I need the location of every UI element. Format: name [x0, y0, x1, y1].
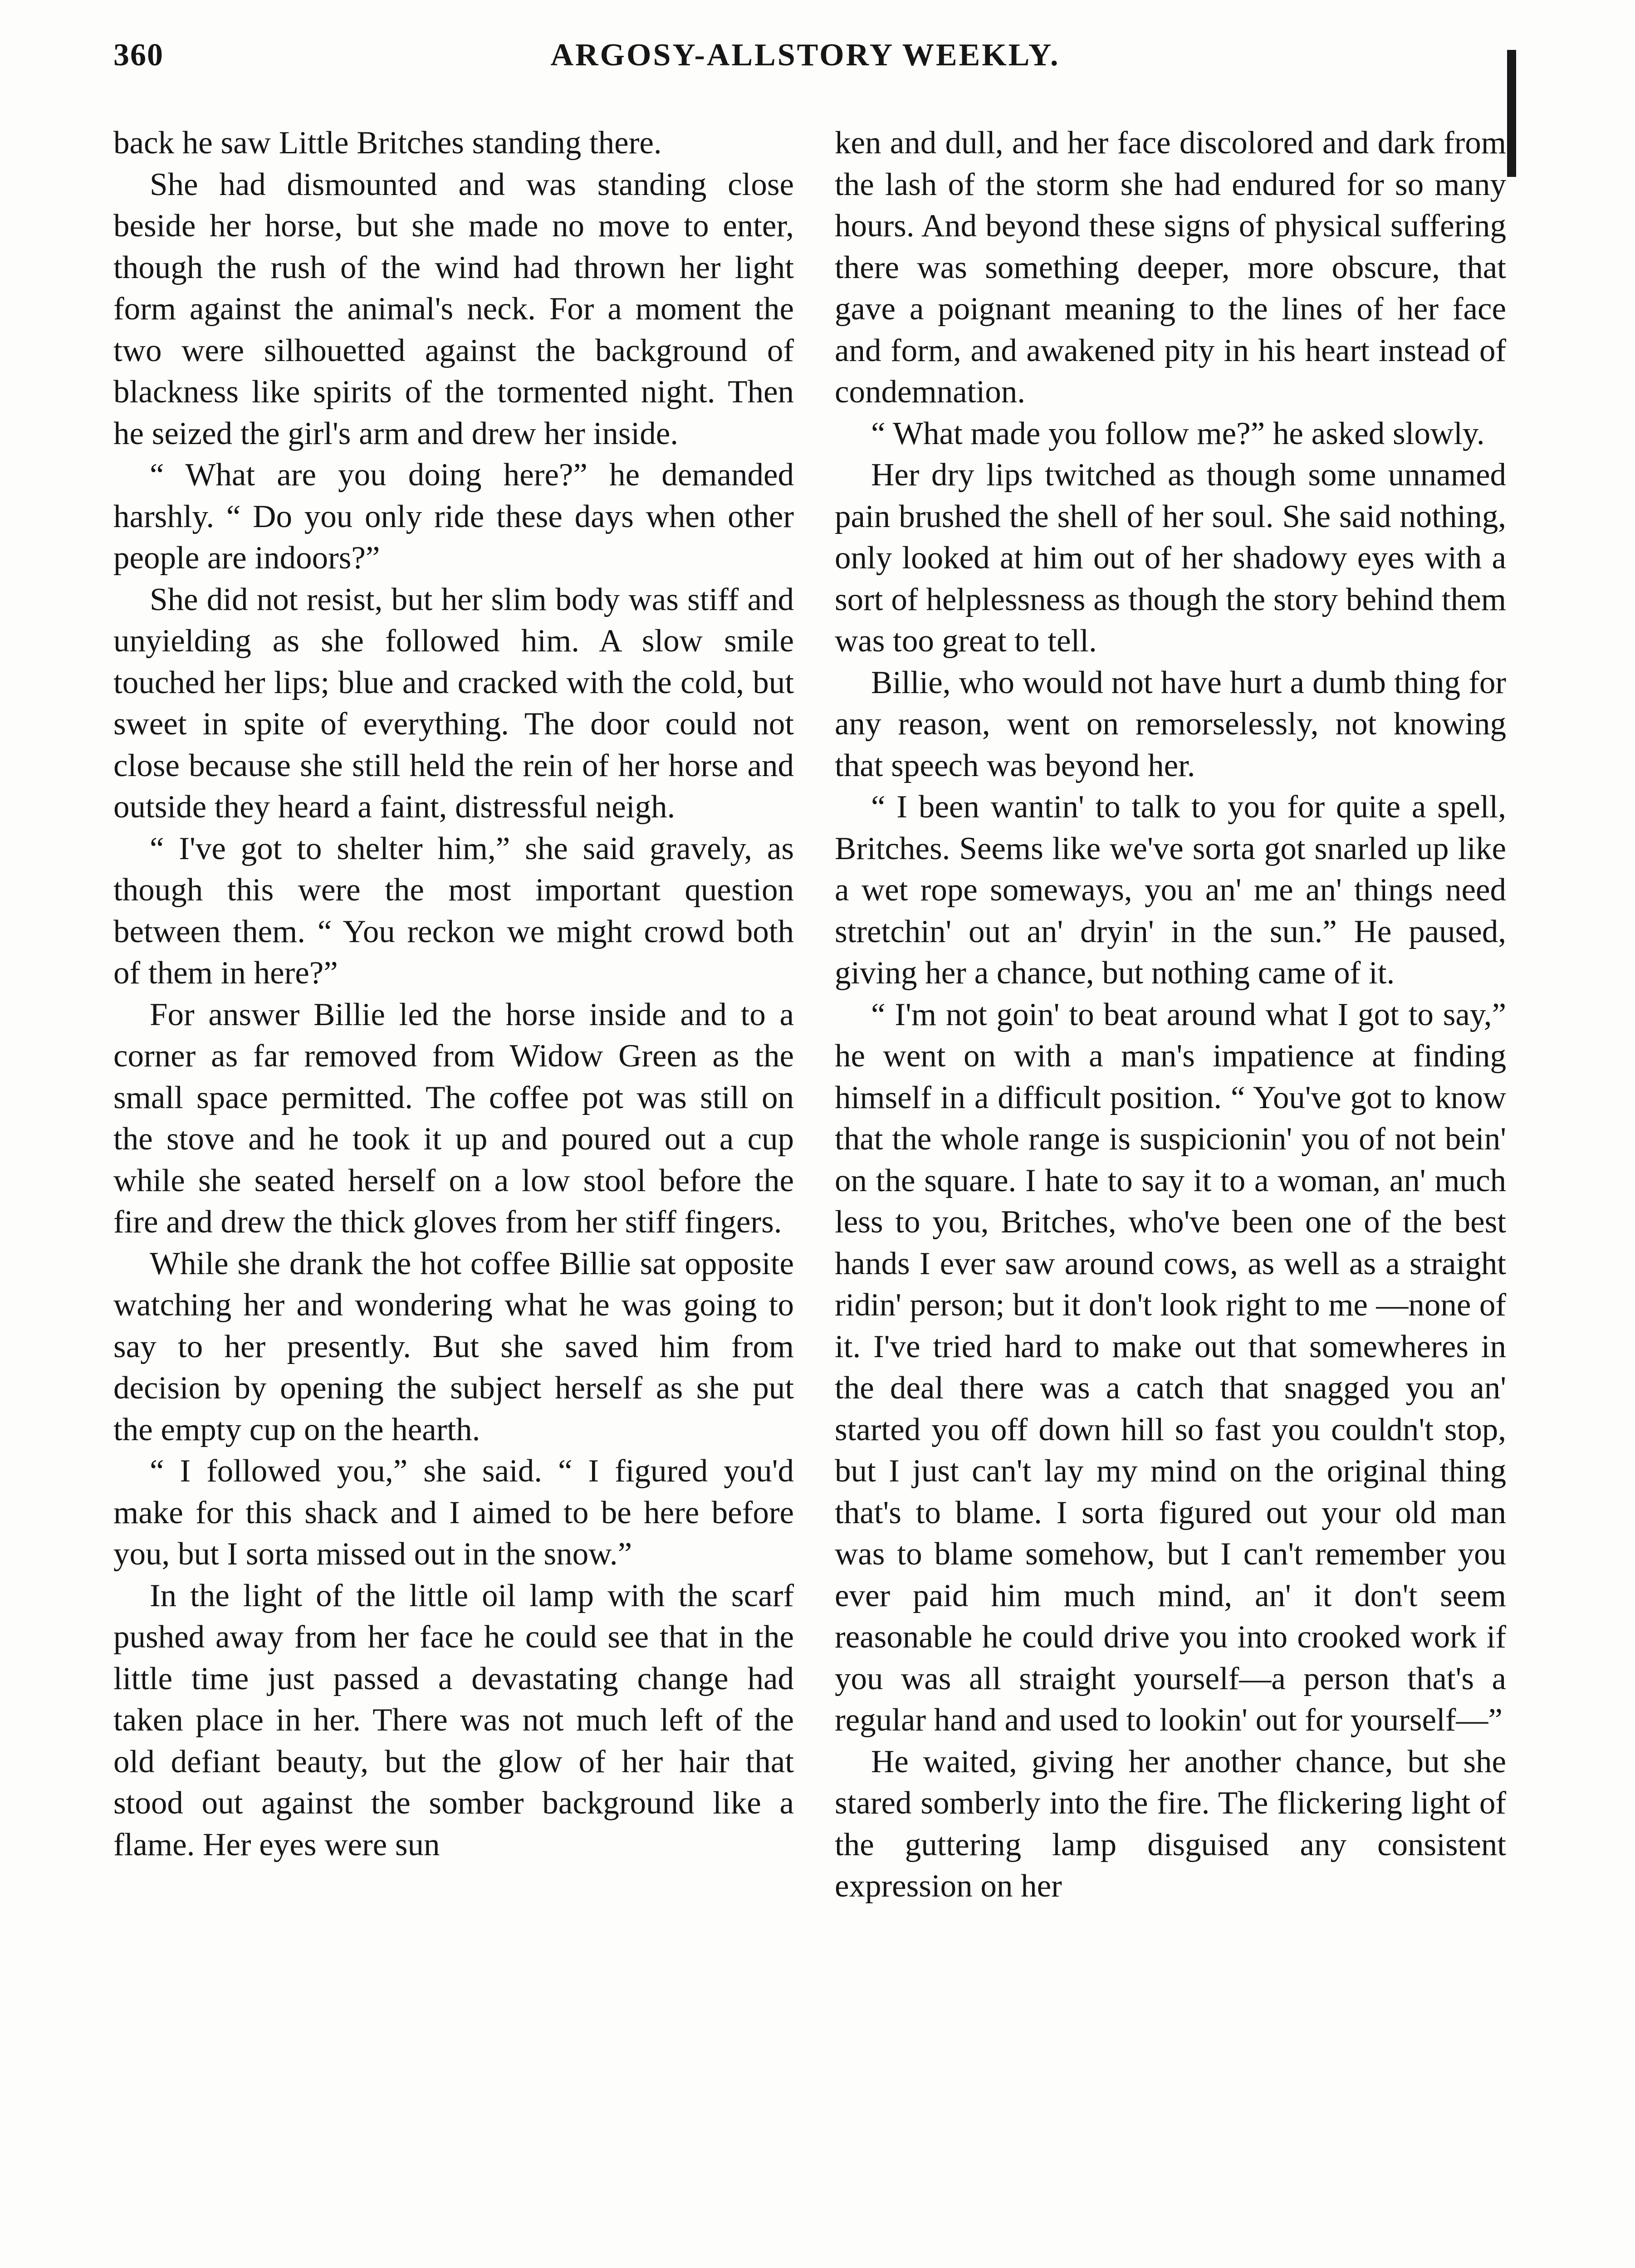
paragraph: In the light of the little oil lamp with the scarf pushed away from her face he could see that in the little time just passed a devastating change had taken place in her. There was not much left of the old defiant beauty, but the glow of her hair that stood out against the somber background like a flame. Her eyes were sun	[113, 1578, 794, 1862]
paragraph: Billie, who would not have hurt a dumb thing for any reason, went on remorselessly, not knowing that speech was beyond her.	[835, 665, 1506, 783]
paragraph: While she drank the hot coffee Billie sat opposite watching her and wondering what he was going to say to her presently. But she saved him from decision by opening the subject herself as she put the empty cup on the hearth.	[113, 1246, 794, 1447]
paragraph: He waited, giving her another chance, but she stared somberly into the fire. The flickering light of the guttering lamp disguised any consistent expression on her	[835, 1744, 1506, 1904]
paragraph: “ I followed you,” she said. “ I figured you'd make for this shack and I aimed to be here before you, but I sorta missed out in the snow.”	[113, 1453, 794, 1572]
page-edge-mark	[1507, 50, 1516, 177]
paragraph: ken and dull, and her face discolored and dark from the lash of the storm she had endured for so many hours. And beyond these signs of physical suffering there was something deeper, more obscure, that gave a poignant meaning to the lines of her face and form, and awakened pity in his heart instead of condemnation.	[835, 125, 1506, 410]
paragraph: “ I'm not goin' to beat around what I got to say,” he went on with a man's impatience at finding himself in a difficult position. “ You've got to know that the whole range is suspicionin' you of not bein' on the square. I hate to say it to a woman, an' much less to you, Britches, who've been one of the best hands I ever saw around cows, as well as a straight ridin' person; but it don't look right to me —none of it. I've tried hard to make out that somewheres in the deal there was a catch that snagged you an' started you off down hill so fast you couldn't stop, but I just can't lay my mind on the original thing that's to blame. I sorta figured out your old man was to blame somehow, but I can't remember you ever paid him much mind, an' it don't seem reasonable he could drive you into crooked work if you was all straight yourself—a person that's a regular hand and used to lookin' out for yourself—”	[835, 997, 1506, 1738]
paragraph: She did not resist, but her slim body was stiff and unyielding as she followed him. A slow smile touched her lips; blue and cracked with the cold, but sweet in spite of everything. The door could not close because she still held the rein of her horse and outside they heard a faint, distressful neigh.	[113, 582, 794, 825]
paragraph: “ What made you follow me?” he asked slowly.	[871, 415, 1485, 451]
paragraph: “ What are you doing here?” he demanded harshly. “ Do you only ride these days when other people are indoors?”	[113, 457, 794, 576]
running-title: ARGOSY-ALLSTORY WEEKLY.	[550, 38, 1060, 73]
right-column	[835, 122, 1506, 2268]
paragraph: For answer Billie led the horse inside and to a corner as far removed from Widow Green as the small space permitted. The coffee pot was still on the stove and he took it up and poured out a cup while she seated herself on a low stool before the fire and drew the thick gloves from her stiff fingers.	[113, 997, 794, 1240]
page-header	[113, 37, 1497, 87]
paragraph: “ I been wantin' to talk to you for quite a spell, Britches. Seems like we've sorta got snarled up like a wet rope someways, you an' me an' things need stretchin' out an' dryin' in the sun.” He paused, giving her a chance, but nothing came of it.	[835, 789, 1506, 991]
paragraph: back he saw Little Britches standing there.	[113, 125, 662, 161]
left-column	[113, 122, 794, 2268]
page-number: 360	[113, 38, 164, 73]
paragraph: “ I've got to shelter him,” she said gravely, as though this were the most important question between them. “ You reckon we might crowd both of them in here?”	[113, 831, 794, 991]
paragraph: Her dry lips twitched as though some unnamed pain brushed the shell of her soul. She said nothing, only looked at him out of her shadowy eyes with a sort of helplessness as though the story behind them was too great to tell.	[835, 457, 1506, 659]
paragraph: She had dismounted and was standing close beside her horse, but she made no move to enter, though the rush of the wind had thrown her light form against the animal's neck. For a moment the two were silhouetted against the background of blackness like spirits of the tormented night. Then he seized the girl's arm and drew her inside.	[113, 166, 794, 451]
